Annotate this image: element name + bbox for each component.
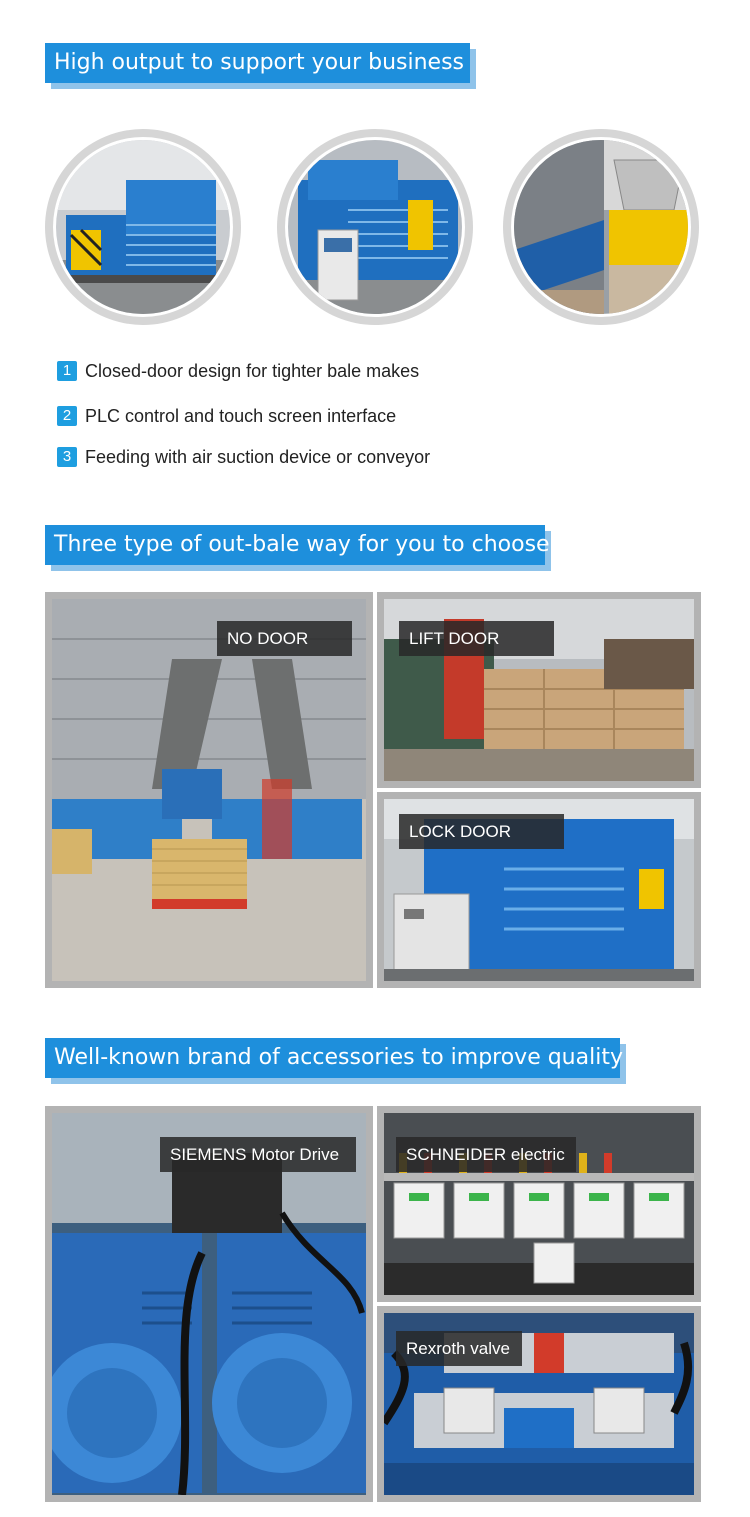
feature-item-1 — [57, 360, 419, 382]
baler-control-image — [288, 140, 462, 314]
feature-number-badge: 3 — [57, 447, 77, 467]
rexroth-photo-frame — [377, 1306, 701, 1502]
baler-photo-circle-2 — [277, 129, 473, 325]
lift-door-photo-frame — [377, 592, 701, 788]
lift-door-label: LIFT DOOR — [399, 621, 554, 656]
schneider-label: SCHNEIDER electric — [396, 1137, 576, 1172]
baler-image — [56, 140, 230, 314]
feature-text: Closed-door design for tighter bale makes — [85, 360, 420, 381]
feature-item-2 — [57, 405, 396, 427]
baler-photo-circle-1 — [45, 129, 241, 325]
schneider-photo-frame — [377, 1106, 701, 1302]
lock-door-photo-frame — [377, 792, 701, 988]
baler-photo-circle-3 — [503, 129, 699, 325]
no-door-photo-frame — [45, 592, 373, 988]
no-door-baler-image — [52, 599, 366, 981]
lock-door-label: LOCK DOOR — [399, 814, 564, 849]
rexroth-label: Rexroth valve — [396, 1331, 522, 1366]
feature-number-badge: 1 — [57, 361, 77, 381]
section-title-text: High output to support your business — [45, 43, 470, 83]
feature-item-3 — [57, 446, 430, 468]
feature-text: Feeding with air suction device or conveyor — [85, 446, 431, 467]
feature-number-badge: 2 — [57, 406, 77, 426]
section-title-out-bale — [45, 525, 550, 565]
section-title-output — [45, 43, 470, 83]
feature-text: PLC control and touch screen interface — [85, 405, 397, 426]
no-door-label: NO DOOR — [217, 621, 352, 656]
siemens-label: SIEMENS Motor Drive — [160, 1137, 356, 1172]
siemens-photo-frame — [45, 1106, 373, 1502]
section-title-accessories — [45, 1038, 623, 1078]
baler-conveyor-image — [514, 140, 688, 314]
section-title-text: Three type of out-bale way for you to choose — [45, 525, 545, 565]
section-title-text: Well-known brand of accessories to improve quality — [45, 1038, 620, 1078]
